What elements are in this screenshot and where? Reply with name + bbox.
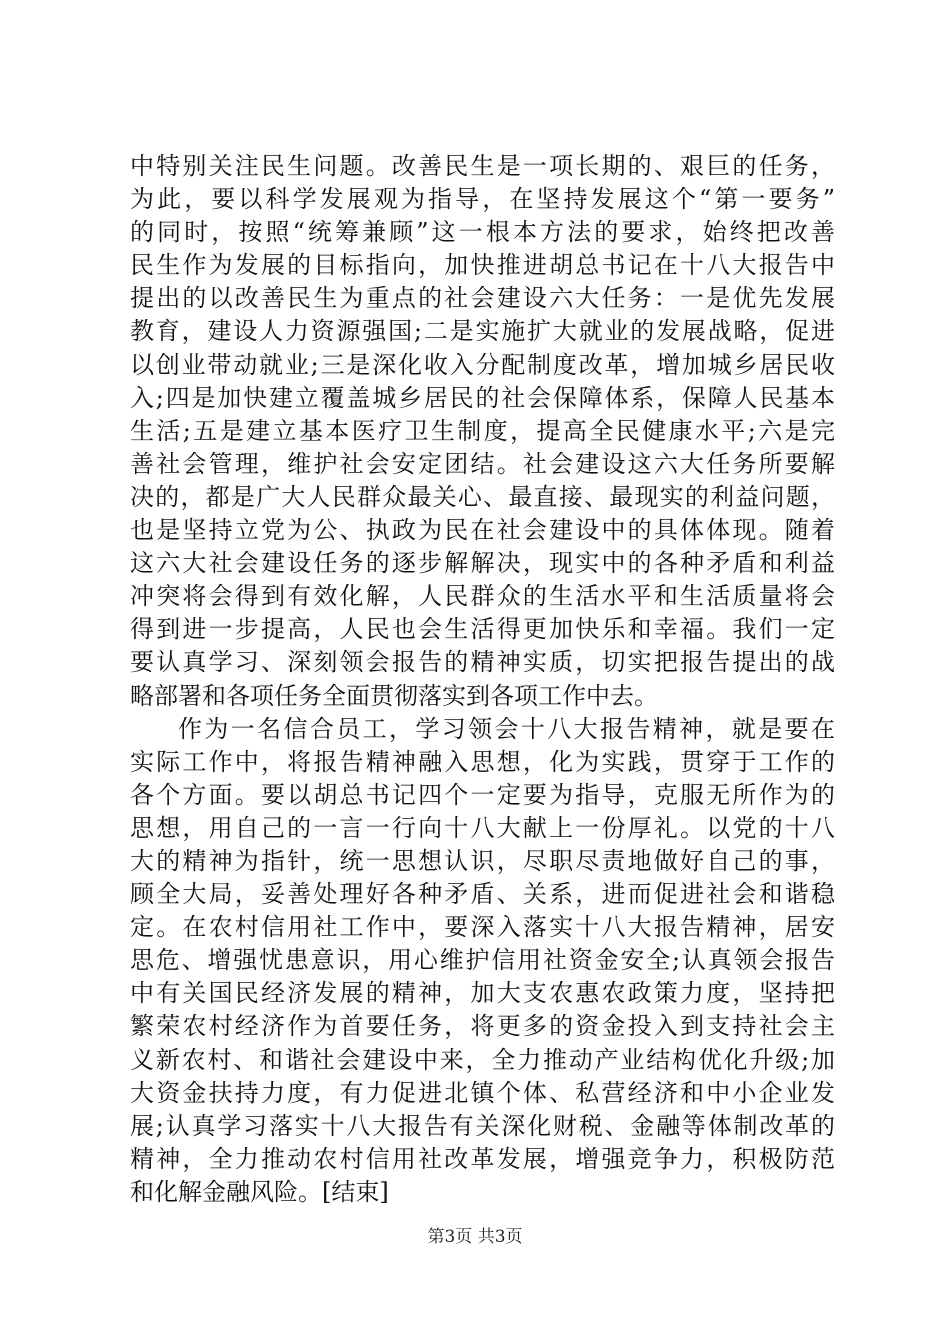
- paragraph-line: 决的，都是广大人民群众最关心、最直接、最现实的利益问题，: [130, 482, 835, 511]
- paragraph-line: 教育，建设人力资源强国;二是实施扩大就业的发展战略，促进: [130, 317, 835, 346]
- paragraph-line: 大资金扶持力度，有力促进北镇个体、私营经济和中小企业发: [130, 1078, 835, 1107]
- paragraph-line: 为此，要以科学发展观为指导，在坚持发展这个“第一要务”: [130, 185, 835, 214]
- paragraph-line: 精神，全力推动农村信用社改革发展，增强竞争力，积极防范: [130, 1144, 835, 1173]
- paragraph-line: 得到进一步提高，人民也会生活得更加快乐和幸福。我们一定: [130, 615, 835, 644]
- paragraph: [130, 150, 835, 713]
- paragraph-line: 提出的以改善民生为重点的社会建设六大任务：一是优先发展: [130, 284, 835, 313]
- paragraph-line: 展;认真学习落实十八大报告有关深化财税、金融等体制改革的: [130, 1111, 835, 1140]
- paragraph-line: 的同时，按照“统筹兼顾”这一根本方法的要求，始终把改善: [130, 218, 835, 247]
- paragraph-line: 中有关国民经济发展的精神，加大支农惠农政策力度，坚持把: [130, 979, 835, 1008]
- document-body: [130, 150, 835, 1209]
- paragraph-line: 生活;五是建立基本医疗卫生制度，提高全民健康水平;六是完: [130, 416, 835, 445]
- paragraph-line: 略部署和各项任务全面贯彻落实到各项工作中去。: [130, 681, 658, 710]
- paragraph-line: 各个方面。要以胡总书记四个一定要为指导，克服无所作为的: [130, 780, 835, 809]
- paragraph-line: 作为一名信合员工，学习领会十八大报告精神，就是要在: [178, 714, 835, 743]
- paragraph-line: 善社会管理，维护社会安定团结。社会建设这六大任务所要解: [130, 449, 835, 478]
- paragraph-line: 要认真学习、深刻领会报告的精神实质，切实把报告提出的战: [130, 648, 835, 677]
- paragraph-line: 实际工作中，将报告精神融入思想，化为实践，贯穿于工作的: [130, 747, 835, 776]
- paragraph-line: 大的精神为指针，统一思想认识，尽职尽责地做好自己的事，: [130, 846, 835, 875]
- paragraph-line: 义新农村、和谐社会建设中来，全力推动产业结构优化升级;加: [130, 1045, 835, 1074]
- paragraph-line: 定。在农村信用社工作中，要深入落实十八大报告精神，居安: [130, 913, 835, 942]
- paragraph-line: 思想，用自己的一言一行向十八大献上一份厚礼。以党的十八: [130, 813, 835, 842]
- paragraph-line: 思危、增强忧患意识，用心维护信用社资金安全;认真领会报告: [130, 946, 835, 975]
- paragraph-line: 这六大社会建设任务的逐步解解决，现实中的各种矛盾和利益: [130, 549, 835, 578]
- paragraph-line: 顾全大局，妥善处理好各种矛盾、关系，进而促进社会和谐稳: [130, 880, 835, 909]
- paragraph-line: 繁荣农村经济作为首要任务，将更多的资金投入到支持社会主: [130, 1012, 835, 1041]
- paragraph-line: 也是坚持立党为公、执政为民在社会建设中的具体体现。随着: [130, 516, 835, 545]
- paragraph: [130, 713, 835, 1209]
- paragraph-line: 入;四是加快建立覆盖城乡居民的社会保障体系，保障人民基本: [130, 383, 835, 412]
- paragraph-line: 中特别关注民生问题。改善民生是一项长期的、艰巨的任务，: [130, 152, 835, 180]
- page-footer: 第3页 共3页: [427, 1227, 523, 1247]
- paragraph-line: 冲突将会得到有效化解，人民群众的生活水平和生活质量将会: [130, 582, 835, 611]
- paragraph-line: 民生作为发展的目标指向，加快推进胡总书记在十八大报告中: [130, 251, 835, 280]
- paragraph-line: 以创业带动就业;三是深化收入分配制度改革，增加城乡居民收: [130, 350, 835, 379]
- paragraph-line: 和化解金融风险。[结束]: [130, 1177, 389, 1206]
